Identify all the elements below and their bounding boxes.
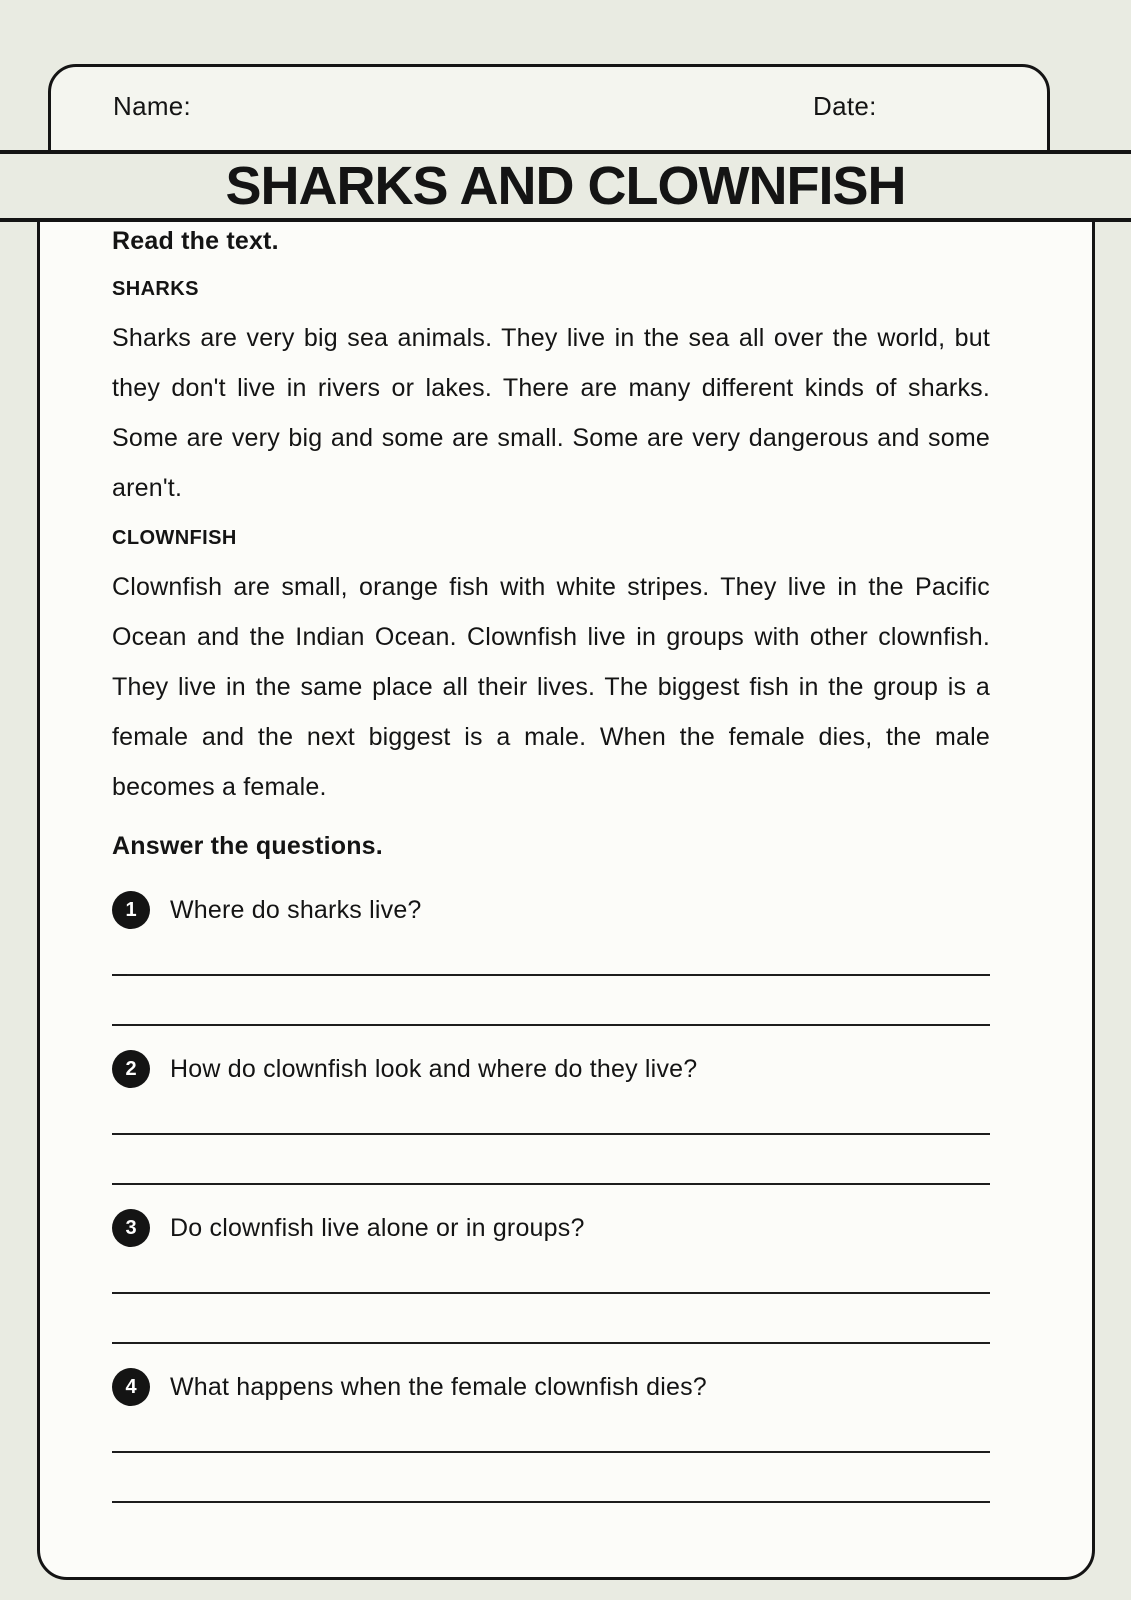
question-number-badge: 2 — [112, 1050, 150, 1088]
answer-line — [112, 1024, 990, 1026]
answer-line — [112, 1292, 990, 1294]
question-block-1 — [112, 891, 990, 1026]
section-text-sharks: Sharks are very big sea animals. They live in the sea all over the world, but they don't live in rivers or lakes. There are many different kinds of sharks. Some are very big and some are small. Some are very dangerous and some aren't. — [112, 324, 990, 502]
question-text: What happens when the female clownfish dies? — [170, 1372, 707, 1401]
answer-instruction: Answer the questions. — [112, 832, 383, 860]
page-title: SHARKS AND CLOWNFISH — [225, 156, 906, 216]
question-number-badge: 4 — [112, 1368, 150, 1406]
section-heading-sharks: SHARKS — [112, 278, 199, 300]
question-row — [112, 1209, 990, 1247]
title-banner — [0, 150, 1131, 222]
answer-line — [112, 1183, 990, 1185]
date-label: Date: — [813, 91, 877, 121]
question-number-badge: 1 — [112, 891, 150, 929]
question-number-badge: 3 — [112, 1209, 150, 1247]
question-block-2 — [112, 1050, 990, 1185]
question-text: Do clownfish live alone or in groups? — [170, 1213, 585, 1242]
answer-line — [112, 974, 990, 976]
question-row — [112, 1368, 990, 1406]
answer-line — [112, 1133, 990, 1135]
answer-line — [112, 1342, 990, 1344]
question-text: How do clownfish look and where do they live? — [170, 1054, 698, 1083]
section-text-clownfish: Clownfish are small, orange fish with white stripes. They live in the Pacific Ocean and the Indian Ocean. Clownfish live in groups with other clownfish. They live in the same place all their lives. The biggest fish in the group is a female and the next biggest is a male. When the female dies, the male becomes a female. — [112, 573, 990, 801]
answer-line — [112, 1451, 990, 1453]
name-label: Name: — [113, 91, 192, 121]
content-box — [37, 172, 1095, 1580]
question-text: Where do sharks live? — [170, 895, 422, 924]
question-row — [112, 1050, 990, 1088]
question-row — [112, 891, 990, 929]
question-block-4 — [112, 1368, 990, 1503]
question-block-3 — [112, 1209, 990, 1344]
answer-line — [112, 1501, 990, 1503]
read-instruction: Read the text. — [112, 227, 279, 255]
section-heading-clownfish: CLOWNFISH — [112, 527, 237, 549]
